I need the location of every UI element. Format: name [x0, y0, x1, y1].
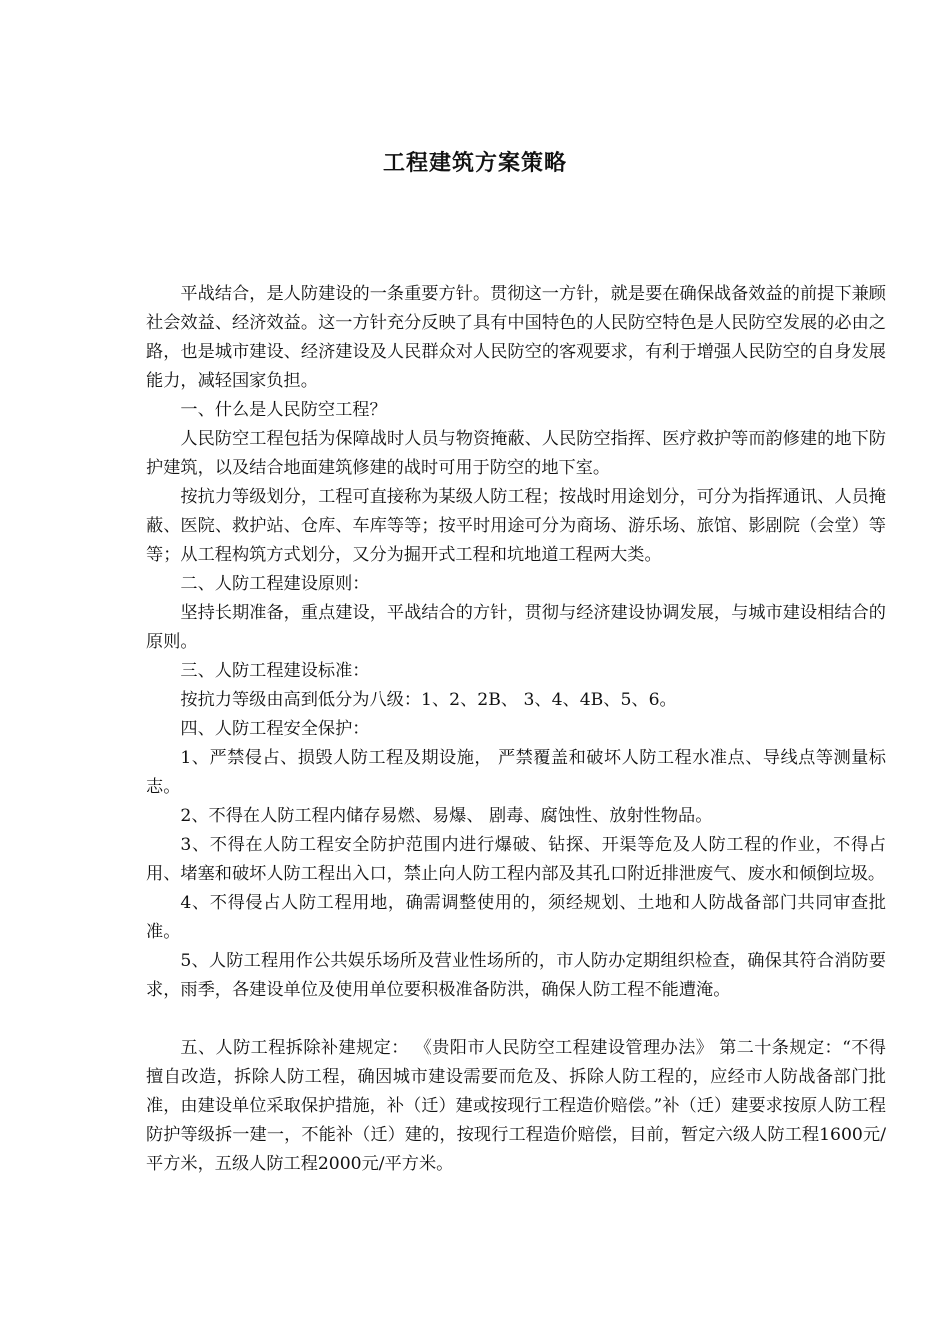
paragraph-definition: 人民防空工程包括为保障战时人员与物资掩蔽、人民防空指挥、医疗救护等而韵修建的地下防护建筑，以及结合地面建筑修建的战时可用于防空的地下室。: [146, 429, 886, 478]
protection-item-5: 5、人防工程用作公共娱乐场所及营业性场所的，市人防办定期组织检查，确保其符合消防要求，雨季，各建设单位及使用单位要积极准备防洪，确保人防工程不能遭淹。: [146, 951, 886, 1000]
heading-section-3: 三、人防工程建设标准：: [180, 661, 370, 681]
paragraph-classification: 按抗力等级划分，工程可直接称为某级人防工程；按战时用途划分，可分为指挥通讯、人员掩蔽、医院、救护站、仓库、车库等等；按平时用途可分为商场、游乐场、旅馆、影剧院（会堂）等等；从工程构筑方式划分，又分为掘开式工程和坑地道工程两大类。: [146, 487, 886, 565]
heading-section-1: 一、什么是人民防空工程？: [180, 400, 387, 420]
protection-item-2: 2、不得在人防工程内储存易燃、易爆、 剧毒、腐蚀性、放射性物品。: [180, 806, 713, 826]
paragraph-section-5: 五、人防工程拆除补建规定： 《贵阳市人民防空工程建设管理办法》 第二十条规定：“不得擅自改造，拆除人防工程，确因城市建设需要而危及、拆除人防工程的，应经市人防战备部门批准，由建设单位采取保护措施，补（迁）建或按现行工程造价赔偿。”补（迁）建要求按原人防工程防护等级拆一建一，不能补（迁）建的，按现行工程造价赔偿，目前，暂定六级人防工程1600元/平方米，五级人防工程2000元/平方米。: [146, 1038, 886, 1174]
heading-section-2: 二、人防工程建设原则：: [180, 574, 370, 594]
document-body: [146, 280, 886, 1179]
paragraph-intro: 平战结合，是人防建设的一条重要方针。贯彻这一方针，就是要在确保战备效益的前提下兼顾社会效益、经济效益。这一方针充分反映了具有中国特色的人民防空特色是人民防空发展的必由之路，也是城市建设、经济建设及人民群众对人民防空的客观要求，有利于增强人民防空的自身发展能力，减轻国家负担。: [146, 284, 886, 391]
protection-item-3: 3、不得在人防工程安全防护范围内进行爆破、钻探、开渠等危及人防工程的作业，不得占用、堵塞和破坏人防工程出入口，禁止向人防工程内部及其孔口附近排泄废气、废水和倾倒垃圾。: [146, 835, 886, 884]
paragraph-principle: 坚持长期准备，重点建设，平战结合的方针，贯彻与经济建设协调发展，与城市建设相结合的原则。: [146, 603, 886, 652]
protection-item-4: 4、不得侵占人防工程用地，确需调整使用的，须经规划、土地和人防战备部门共同审查批准。: [146, 893, 886, 942]
paragraph-standard: 按抗力等级由高到低分为八级：1、2、2B、 3、4、4B、5、6。: [180, 690, 677, 710]
document-title: 工程建筑方案策略: [382, 151, 567, 176]
protection-item-1: 1、严禁侵占、损毁人防工程及期设施， 严禁覆盖和破坏人防工程水准点、导线点等测量标志。: [146, 748, 886, 797]
paragraph-spacer: [146, 1005, 886, 1034]
heading-section-4: 四、人防工程安全保护：: [180, 719, 370, 739]
